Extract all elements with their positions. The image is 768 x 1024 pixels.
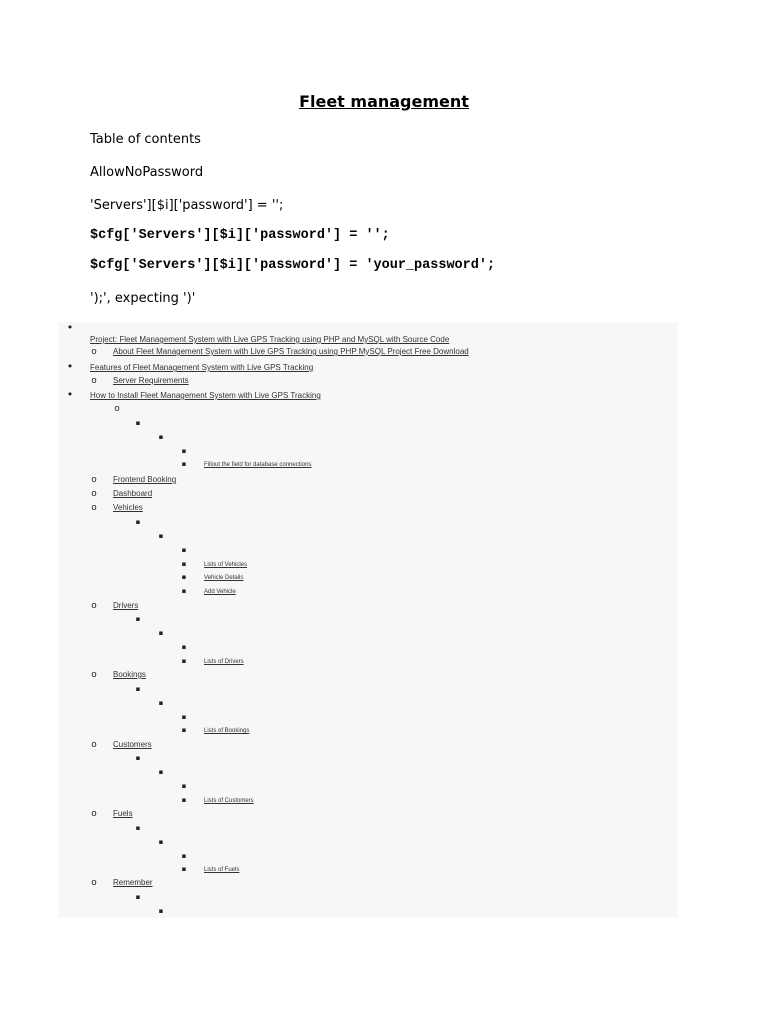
bullet-marker: •	[66, 388, 74, 401]
toc-link-lists-of-bookings[interactable]: Lists of Bookings	[204, 728, 250, 734]
toc-link-vehicles[interactable]: Vehicles	[113, 503, 143, 512]
expecting-error-text: ');', expecting ')'	[90, 291, 196, 306]
circle-marker: o	[91, 475, 97, 485]
document-title: Fleet management	[299, 92, 469, 111]
toc-link-lists-of-customers[interactable]: Lists of Customers	[204, 798, 254, 804]
circle-marker: o	[91, 489, 97, 499]
square-marker: ▪	[181, 560, 187, 568]
circle-marker: o	[91, 740, 97, 750]
circle-marker: o	[91, 809, 97, 819]
square-marker: ▪	[181, 865, 187, 873]
code-line-empty-password: $cfg['Servers'][$i]['password'] = '';	[90, 228, 390, 243]
square-marker: ▪	[158, 532, 164, 540]
square-marker: ▪	[158, 699, 164, 707]
circle-marker: o	[91, 670, 97, 680]
servers-password-text: 'Servers'][$i]['password'] = '';	[90, 198, 284, 213]
square-marker: ▪	[181, 726, 187, 734]
circle-marker: o	[91, 347, 97, 357]
toc-link-features[interactable]: Features of Fleet Management System with Live GPS Tracking	[90, 363, 314, 372]
square-marker: ▪	[181, 796, 187, 804]
square-marker: ▪	[181, 587, 187, 595]
circle-marker: o	[91, 376, 97, 386]
toc-link-fillout-db[interactable]: Fillout the field for database connections	[204, 462, 312, 468]
square-marker: ▪	[181, 460, 187, 468]
code-line-your-password: $cfg['Servers'][$i]['password'] = 'your_password';	[90, 258, 496, 273]
square-marker: ▪	[135, 419, 141, 427]
square-marker: ▪	[181, 852, 187, 860]
square-marker: ▪	[181, 546, 187, 554]
toc-link-project[interactable]: Project: Fleet Management System with Live GPS Tracking using PHP and MySQL with Source Code	[90, 335, 450, 344]
bullet-marker: •	[66, 360, 74, 373]
toc-link-bookings[interactable]: Bookings	[113, 670, 146, 679]
bullet-marker: •	[66, 321, 74, 334]
toc-link-customers[interactable]: Customers	[113, 740, 152, 749]
square-marker: ▪	[135, 754, 141, 762]
square-marker: ▪	[158, 768, 164, 776]
toc-link-add-vehicle[interactable]: Add Vehicle	[204, 589, 236, 595]
square-marker: ▪	[135, 685, 141, 693]
square-marker: ▪	[181, 657, 187, 665]
square-marker: ▪	[181, 643, 187, 651]
square-marker: ▪	[181, 447, 187, 455]
toc-link-how-to-install[interactable]: How to Install Fleet Management System with Live GPS Tracking	[90, 391, 321, 400]
toc-link-lists-of-vehicles[interactable]: Lists of Vehicles	[204, 562, 248, 568]
square-marker: ▪	[181, 713, 187, 721]
toc-link-lists-of-drivers[interactable]: Lists of Drivers	[204, 659, 244, 665]
allow-no-password-text: AllowNoPassword	[90, 165, 204, 180]
square-marker: ▪	[135, 824, 141, 832]
circle-marker: o	[91, 503, 97, 513]
square-marker: ▪	[158, 907, 164, 915]
square-marker: ▪	[158, 838, 164, 846]
toc-link-remember[interactable]: Remember	[113, 878, 153, 887]
toc-link-lists-of-fuels[interactable]: Lists of Fuels	[204, 867, 240, 873]
square-marker: ▪	[181, 573, 187, 581]
square-marker: ▪	[158, 629, 164, 637]
square-marker: ▪	[181, 782, 187, 790]
circle-marker: o	[91, 601, 97, 611]
circle-marker: o	[114, 404, 120, 414]
toc-link-vehicle-details[interactable]: Vehicle Details	[204, 575, 244, 581]
square-marker: ▪	[135, 615, 141, 623]
toc-link-drivers[interactable]: Drivers	[113, 601, 139, 610]
toc-link-about[interactable]: About Fleet Management System with Live GPS Tracking using PHP MySQL Project Free Download	[113, 347, 469, 356]
circle-marker: o	[91, 878, 97, 888]
table-of-contents-list	[58, 322, 678, 918]
square-marker: ▪	[135, 518, 141, 526]
toc-heading: Table of contents	[90, 132, 201, 147]
toc-link-server-requirements[interactable]: Server Requirements	[113, 376, 189, 385]
toc-link-frontend-booking[interactable]: Frontend Booking	[113, 475, 177, 484]
square-marker: ▪	[158, 433, 164, 441]
toc-link-fuels[interactable]: Fuels	[113, 809, 133, 818]
toc-link-dashboard[interactable]: Dashboard	[113, 489, 153, 498]
square-marker: ▪	[135, 893, 141, 901]
